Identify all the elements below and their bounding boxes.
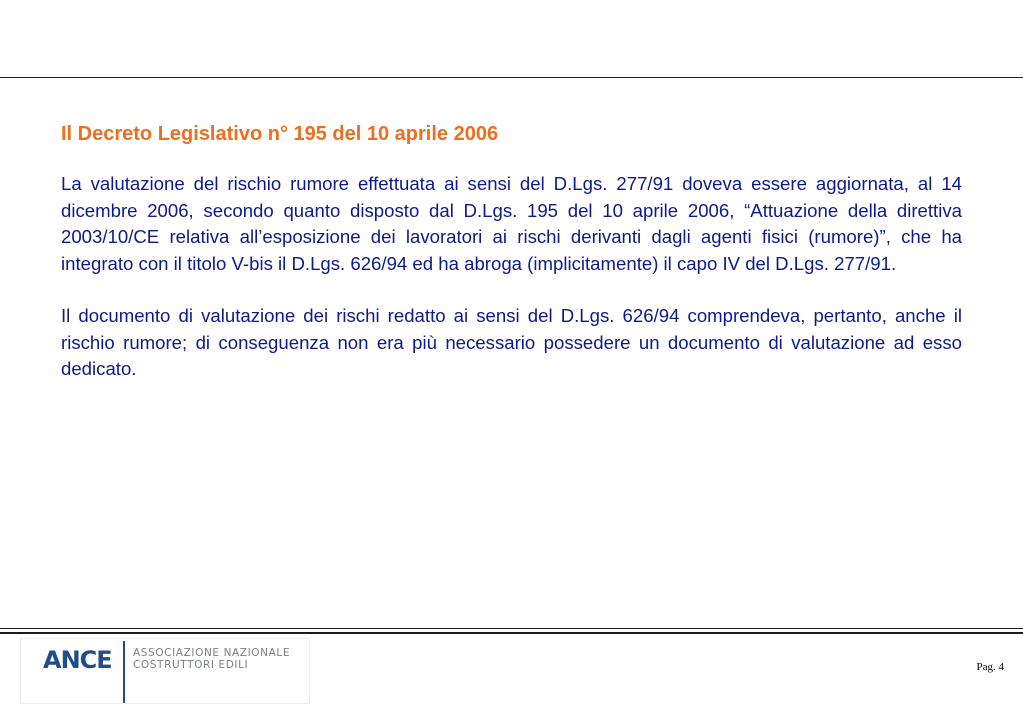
footer-divider-thin bbox=[0, 628, 1023, 629]
footer-divider-thick bbox=[0, 632, 1023, 634]
slide-title: Il Decreto Legislativo n° 195 del 10 aprile 2006 bbox=[61, 123, 499, 145]
logo-subtitle-line-2: COSTRUTTORI EDILI bbox=[133, 659, 249, 671]
logo-subtitle bbox=[133, 647, 290, 671]
slide-content bbox=[61, 119, 962, 409]
logo-divider bbox=[123, 641, 125, 703]
page-number: Pag. 4 bbox=[976, 661, 1004, 673]
ance-logo bbox=[20, 638, 310, 704]
paragraph-1: La valutazione del rischio rumore effettuata ai sensi del D.Lgs. 277/91 doveva essere aggiornata, al 14 dicembre 2006, secondo quanto disposto dal D.Lgs. 195 del 10 aprile 2006, “Attuazione della direttiva 2003/10/CE relativa all’esposizione dei lavoratori ai rischi derivanti dagli agenti fisici (rumore)”, che ha integrato con il titolo V-bis il D.Lgs. 626/94 ed ha abroga (implicitamente) il capo IV del D.Lgs. 277/91. bbox=[61, 173, 962, 274]
logo-subtitle-line-1: ASSOCIAZIONE NAZIONALE bbox=[133, 647, 291, 659]
logo-acronym: ANCE bbox=[43, 646, 112, 674]
header-divider bbox=[0, 77, 1023, 78]
paragraph-2: Il documento di valutazione dei rischi redatto ai sensi del D.Lgs. 626/94 comprendeva, pertanto, anche il rischio rumore; di conseguenza non era più necessario possedere un documento di valutazione ad esso dedicato. bbox=[61, 305, 962, 379]
